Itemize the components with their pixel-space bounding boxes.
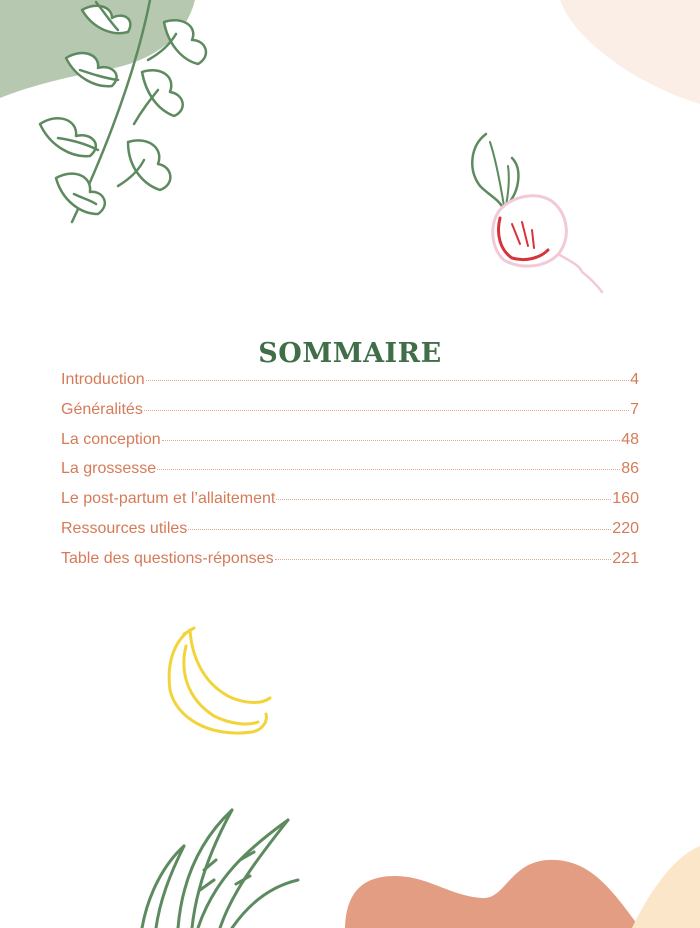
toc-entry-label: Table des questions-réponses <box>61 549 274 567</box>
cream-blob-shape <box>632 846 700 928</box>
dotted-leader <box>157 469 620 470</box>
terracotta-blob-shape <box>345 860 640 928</box>
toc-entry-page: 48 <box>621 430 639 448</box>
page-title: SOMMAIRE <box>258 338 442 369</box>
toc-entry-label: Généralités <box>61 400 143 418</box>
dotted-leader <box>276 499 611 500</box>
palm-leaves-icon <box>142 810 298 928</box>
dotted-leader <box>162 440 621 441</box>
table-of-contents <box>61 371 639 580</box>
toc-entry[interactable] <box>61 490 639 520</box>
toc-entry-label: Ressources utiles <box>61 519 188 537</box>
dotted-leader <box>144 410 629 411</box>
toc-entry-page: 160 <box>612 490 639 508</box>
toc-entry-page: 221 <box>612 549 639 567</box>
peach-blob-shape <box>560 0 700 104</box>
toc-entry-label: Le post-partum et l’allaitement <box>61 490 276 508</box>
toc-entry[interactable] <box>61 401 639 431</box>
toc-entry-label: La conception <box>61 430 161 448</box>
toc-entry-label: Introduction <box>61 371 145 388</box>
toc-entry[interactable] <box>61 550 639 580</box>
dotted-leader <box>275 559 612 560</box>
toc-entry[interactable] <box>61 520 639 550</box>
dotted-leader <box>146 380 629 381</box>
toc-entry-label: La grossesse <box>61 460 157 478</box>
toc-entry-page: 7 <box>630 400 639 418</box>
radish-icon <box>472 134 602 292</box>
dotted-leader <box>188 529 611 530</box>
toc-entry[interactable] <box>61 460 639 490</box>
banana-icon <box>169 628 270 733</box>
toc-entry-page: 4 <box>630 371 639 388</box>
toc-entry-page: 220 <box>612 519 639 537</box>
toc-entry[interactable] <box>61 431 639 461</box>
toc-entry[interactable] <box>61 371 639 401</box>
toc-entry-page: 86 <box>621 460 639 478</box>
